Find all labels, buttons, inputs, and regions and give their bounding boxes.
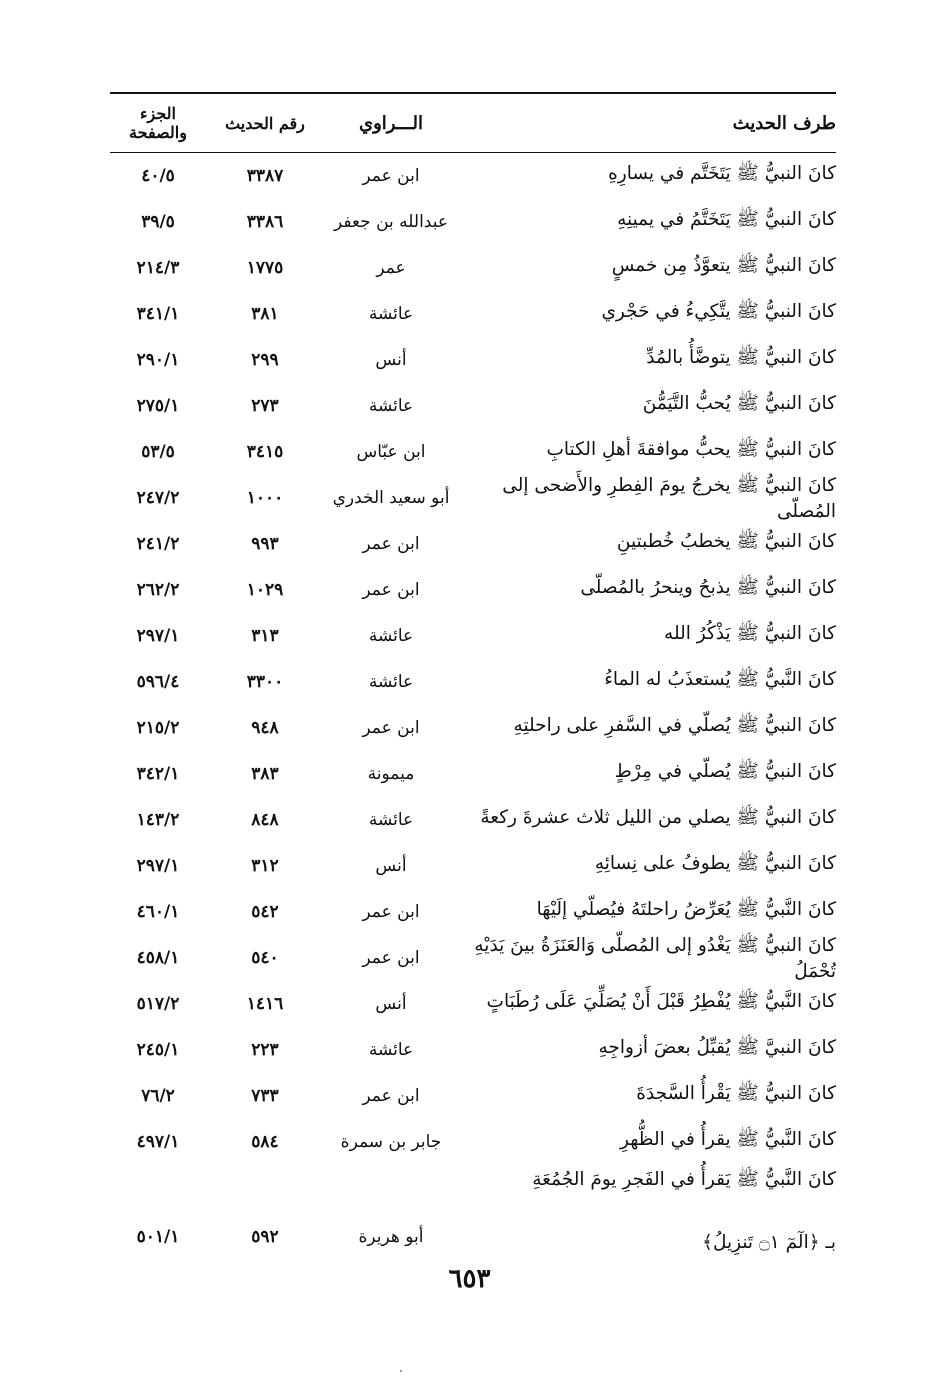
hadith-text: كانَ النبيُّ ﷺ يتوضَّأُ بالمُدِّ [646, 347, 836, 368]
narrator: أنس [375, 994, 407, 1014]
table-row [110, 383, 836, 429]
volume-page: ٥٣/٥ [141, 442, 175, 462]
hadith-number: ٩٩٣ [251, 534, 279, 554]
hadith-number: ٣١٢ [251, 856, 279, 876]
hadith-text: كانَ النبيُّ ﷺ يَتَخَتَّم في يسارِهِ [608, 163, 836, 184]
narrator: أنس [375, 856, 407, 876]
hadith-number: ٣٨٣ [251, 764, 279, 784]
hadith-text: كانَ النبيُّ ﷺ يَغْدُو إلى المُصلّى وَالعَنَزَةُ بينَ يَدَيْهِ تُحْمَلُ [474, 934, 836, 982]
hadith-number: ٥٩٢ [251, 1227, 279, 1247]
volume-page: ٤٥٨/١ [136, 948, 180, 968]
narrator: عائشة [368, 626, 414, 646]
index-table [110, 92, 836, 1257]
hadith-text: كانَ النَّبيُّ ﷺ يُستعذَبُ له الماءُ [604, 669, 836, 690]
hadith-number: ١٧٧٥ [246, 258, 284, 278]
hadith-text: كانَ النَّبيُّ ﷺ يُفْطِرُ قَبْلَ أَنْ يُصَلِّيَ عَلَى رُطَبَاتٍ [486, 991, 836, 1012]
hadith-text: كانَ النَّبيُّ ﷺ يقرأُ في الظُّهرِ [620, 1129, 836, 1150]
narrator: ابن عمر [362, 902, 420, 922]
table-row [110, 429, 836, 475]
header-hadith: طرف الحديث [732, 112, 836, 134]
table-row [110, 1073, 836, 1119]
hadith-number: ٢٩٩ [251, 350, 279, 370]
hadith-number: ٢٧٣ [251, 396, 279, 416]
hadith-text: كانَ النبيُّ ﷺ يَتَخَتَّمُ في يمينِهِ [617, 209, 836, 230]
hadith-number: ١٠٢٩ [246, 580, 284, 600]
table-row-last [110, 1165, 836, 1257]
volume-page: ٢٤٧/٢ [136, 488, 180, 508]
header-volume-page: الجزء والصفحة [129, 104, 187, 142]
table-row [110, 291, 836, 337]
volume-page: ٢٤٥/١ [136, 1040, 180, 1060]
volume-page: ٤٩٧/١ [136, 1132, 180, 1152]
table-row [110, 337, 836, 383]
header-narrator: الـــراوي [358, 112, 424, 134]
volume-page: ٣٩/٥ [141, 212, 175, 232]
hadith-text: كانَ النبيُّ ﷺ يحبُّ موافقةَ أهلِ الكتابِ [546, 439, 836, 460]
hadith-text: كانَ النبيُّ ﷺ يتَّكِيءُ في حَجْري [601, 301, 836, 322]
page-number: ٦٥٣ [448, 1264, 491, 1294]
table-row [110, 1119, 836, 1165]
table-row [110, 153, 836, 199]
volume-page: ٢١٤/٣ [136, 258, 180, 278]
hadith-number: ٣٣٨٧ [246, 166, 284, 186]
table-row [110, 245, 836, 291]
volume-page: ٢١٥/٢ [136, 718, 180, 738]
hadith-number: ١٤١٦ [246, 994, 284, 1014]
table-row [110, 199, 836, 245]
volume-page: ٥١٧/٢ [136, 994, 180, 1014]
narrator: جابر بن سمرة [340, 1132, 442, 1152]
narrator: ابن عمر [362, 1086, 420, 1106]
volume-page: ١٤٣/٢ [136, 810, 180, 830]
table-row [110, 889, 836, 935]
narrator: ابن عمر [362, 534, 420, 554]
narrator: عائشة [368, 810, 414, 830]
hadith-number: ٨٤٨ [251, 810, 279, 830]
hadith-text: كانَ النبيُّ ﷺ يطوفُ على نِسائِهِ [594, 853, 836, 874]
hadith-text: كانَ النبيُّ ﷺ يخرجُ يومَ الفِطرِ والأَضحى إلى المُصلّى [502, 474, 836, 522]
table-row [110, 981, 836, 1027]
volume-page: ٢٩٧/١ [136, 626, 180, 646]
volume-page: ٤٠/٥ [141, 166, 175, 186]
table-row [110, 613, 836, 659]
table-body [110, 153, 836, 1165]
hadith-text: كانَ النبيُّ ﷺ يَقْرأُ السَّجدَةَ [636, 1083, 836, 1104]
narrator: عمر [376, 258, 406, 278]
volume-page: ٣٤٢/١ [136, 764, 180, 784]
hadith-number: ٢٢٣ [251, 1040, 279, 1060]
narrator: ميمونة [367, 764, 415, 784]
hadith-number: ٣٨١ [251, 304, 279, 324]
hadith-number: ٩٤٨ [251, 718, 279, 738]
volume-page: ٥٩٦/٤ [136, 672, 180, 692]
table-row [110, 521, 836, 567]
hadith-text: كانَ النبيُّ ﷺ يَذْكُرُ الله [664, 623, 836, 644]
narrator: ابن عمر [362, 718, 420, 738]
hadith-number: ٥٨٤ [251, 1132, 279, 1152]
hadith-number: ٥٤٠ [251, 948, 279, 968]
volume-page: ٣٤١/١ [136, 304, 180, 324]
table-row [110, 475, 836, 521]
narrator: ابن عمر [362, 166, 420, 186]
table-row [110, 843, 836, 889]
hadith-number: ٣٣٨٦ [246, 212, 284, 232]
hadith-text: كانَ النبيُّ ﷺ يذبحُ وينحرُ بالمُصلّى [580, 577, 836, 598]
table-row [110, 659, 836, 705]
narrator: عبدالله بن جعفر [333, 212, 448, 232]
volume-page: ٢٩٧/١ [136, 856, 180, 876]
scan-dot [400, 1370, 402, 1372]
hadith-text: كانَ النبيُّ ﷺ يصلي من الليل ثلاث عشرةَ ركعةً [480, 807, 836, 828]
table-row [110, 935, 836, 981]
volume-page: ٧٦/٢ [141, 1086, 175, 1106]
narrator: ابن عبّاس [356, 442, 426, 462]
volume-page: ٢٤١/٢ [136, 534, 180, 554]
narrator: عائشة [368, 396, 414, 416]
table-row [110, 1027, 836, 1073]
hadith-text: كانَ النبيَّ ﷺ يُقبِّلُ بعضَ أزواجِهِ [598, 1037, 836, 1058]
hadith-line-2: بـ ﴿الٓمٓ ۝١ تَنزِيلُ﴾ [702, 1232, 836, 1253]
table-row [110, 797, 836, 843]
hadith-text: كانَ النبيُّ ﷺ يُصلّي في مِرْطٍ [614, 761, 836, 782]
volume-page: ٥٠١/١ [136, 1227, 180, 1247]
narrator: عائشة [368, 1040, 414, 1060]
narrator: عائشة [368, 672, 414, 692]
narrator: ابن عمر [362, 580, 420, 600]
volume-page: ٤٦٠/١ [136, 902, 180, 922]
table-row [110, 705, 836, 751]
hadith-number: ٣٤١٥ [246, 442, 284, 462]
volume-page: ٢٧٥/١ [136, 396, 180, 416]
table-row [110, 751, 836, 797]
table-row [110, 567, 836, 613]
hadith-line-1: كانَ النَّبيُّ ﷺ يَقرأُ في الفَجرِ يومَ الجُمُعَةِ [532, 1169, 836, 1190]
hadith-number: ٥٤٢ [251, 902, 279, 922]
narrator: ابن عمر [362, 948, 420, 968]
table-header [110, 94, 836, 153]
volume-page: ٢٩٠/١ [136, 350, 180, 370]
hadith-text: كانَ النبيُّ ﷺ يُحبُّ التَّيَمُّنَ [642, 393, 836, 414]
hadith-number: ٣١٣ [251, 626, 279, 646]
volume-page: ٢٦٢/٢ [136, 580, 180, 600]
narrator: عائشة [368, 304, 414, 324]
hadith-text: كانَ النبيُّ ﷺ يخطبُ خُطبتينِ [616, 531, 836, 552]
hadith-text: كانَ النَّبيُّ ﷺ يُعَرِّضُ راحلتَهُ فيُصلّي إلَيْهَا [536, 899, 836, 920]
hadith-text [458, 1169, 836, 1253]
narrator: أبو هريرة [358, 1227, 424, 1247]
hadith-number: ٧٣٣ [251, 1086, 279, 1106]
hadith-number: ١٠٠٠ [246, 488, 284, 508]
hadith-number: ٣٣٠٠ [246, 672, 284, 692]
narrator: أبو سعيد الخدري [332, 488, 450, 508]
hadith-text: كانَ النبيُّ ﷺ يُصلّي في السَّفرِ على راحلتِهِ [513, 715, 836, 736]
hadith-text: كانَ النبيُّ ﷺ يتعوَّذُ مِن خمسٍ [611, 255, 836, 276]
narrator: أنس [375, 350, 407, 370]
header-number: رقم الحديث [225, 113, 305, 133]
